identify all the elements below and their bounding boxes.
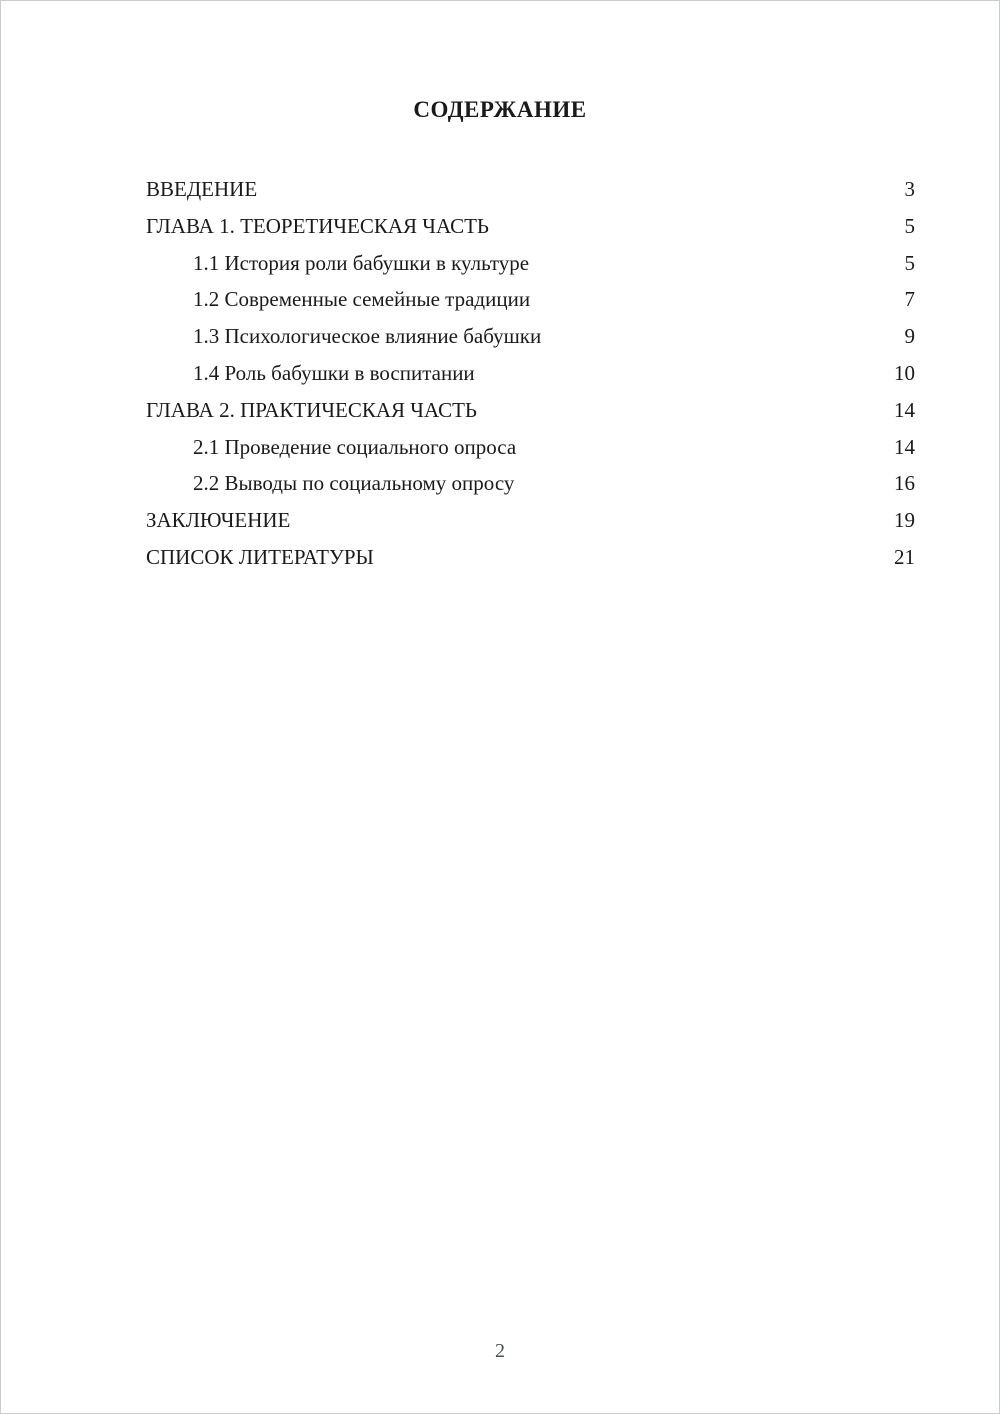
page-number-footer: 2 xyxy=(495,1340,505,1362)
toc-entry-label: СПИСОК ЛИТЕРАТУРЫ xyxy=(146,544,374,569)
toc-entry-page-number: 5 xyxy=(904,213,915,238)
toc-entry xyxy=(146,318,915,355)
toc-entry-page-number: 16 xyxy=(894,471,915,496)
toc-entry-label: 1.1 История роли бабушки в культуре xyxy=(193,250,530,275)
toc-entry xyxy=(146,171,915,208)
toc-entry-page-number: 9 xyxy=(904,324,915,349)
toc-entry-page-number: 14 xyxy=(894,397,915,422)
toc-entry-label: ВВЕДЕНИЕ xyxy=(146,177,258,201)
toc-entry-page-number: 5 xyxy=(904,250,915,275)
toc-entry-page-number: 19 xyxy=(894,508,915,533)
toc-entry-label: ЗАКЛЮЧЕНИЕ xyxy=(146,508,291,533)
toc-entry-page-number: 21 xyxy=(894,544,915,569)
toc-entry-label: ГЛАВА 1. ТЕОРЕТИЧЕСКАЯ ЧАСТЬ xyxy=(146,213,489,238)
toc-entry xyxy=(146,539,915,576)
toc-title: СОДЕРЖАНИЕ xyxy=(413,97,587,122)
toc-entry xyxy=(146,465,915,502)
toc-entry-page-number: 10 xyxy=(894,360,915,385)
toc-entry-label: 2.1 Проведение социального опроса xyxy=(193,434,517,459)
toc-entry xyxy=(146,281,915,318)
toc-entry xyxy=(146,392,915,429)
toc-entry-page-number: 3 xyxy=(904,177,915,201)
toc-list xyxy=(146,171,915,576)
toc-entry-label: 1.3 Психологическое влияние бабушки xyxy=(193,324,542,349)
toc-entry xyxy=(146,355,915,392)
toc-entry-page-number: 7 xyxy=(904,287,915,312)
toc-entry-page-number: 14 xyxy=(894,434,915,459)
toc-entry xyxy=(146,502,915,539)
toc-entry-label: 1.2 Современные семейные традиции xyxy=(193,287,531,312)
toc-entry-label: ГЛАВА 2. ПРАКТИЧЕСКАЯ ЧАСТЬ xyxy=(146,397,477,422)
toc-entry-label: 1.4 Роль бабушки в воспитании xyxy=(193,360,475,385)
toc-entry-label: 2.2 Выводы по социальному опросу xyxy=(193,471,515,496)
toc-entry xyxy=(146,429,915,466)
toc-entry xyxy=(146,208,915,245)
toc-entry xyxy=(146,245,915,282)
